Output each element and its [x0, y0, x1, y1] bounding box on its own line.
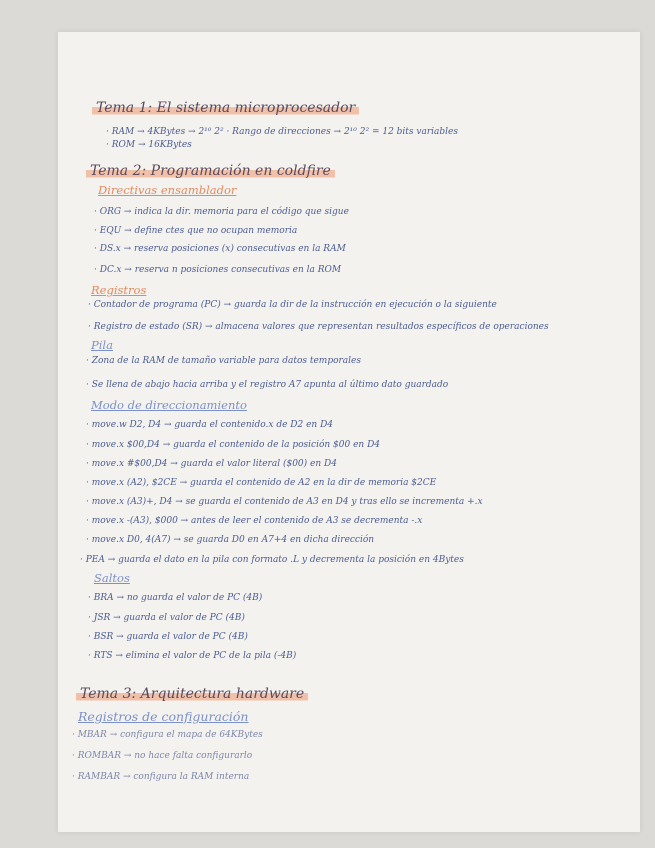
modo-item-6: · move.x -(A3), $000 → antes de leer el contenido de A3 se decrementa -.x [86, 516, 423, 526]
saltos-heading: Saltos [94, 571, 130, 585]
directivas-heading: Directivas ensamblador [98, 183, 237, 197]
config-item-rambar: · RAMBAR → configura la RAM interna [72, 772, 250, 782]
modo-item-pea: · PEA → guarda el dato en la pila con formato .L y decrementa la posición en 4Bytes [80, 555, 464, 565]
directivas-item-dc: · DC.x → reserva n posiciones consecutivas en la ROM [94, 265, 342, 275]
registros-heading: Registros [91, 283, 147, 297]
modo-item-4: · move.x (A2), $2CE → guarda el contenido de A2 en la dir de memoria $2CE [86, 478, 437, 488]
registros-item-pc: · Contador de programa (PC) → guarda la dir de la instrucción en ejecución o la siguiente [88, 300, 497, 310]
tema2-title: Tema 2: Programación en coldfire [86, 163, 335, 179]
modo-item-3: · move.x #$00,D4 → guarda el valor literal ($00) en D4 [86, 459, 337, 469]
modo-item-7: · move.x D0, 4(A7) → se guarda D0 en A7+4 en dicha dirección [86, 535, 375, 545]
directivas-item-ds: · DS.x → reserva posiciones (x) consecutivas en la RAM [94, 244, 346, 254]
config-item-mbar: · MBAR → configura el mapa de 64KBytes [72, 730, 263, 740]
modo-item-1: · move.w D2, D4 → guarda el contenido.x de D2 en D4 [86, 420, 334, 430]
saltos-item-bra: · BRA → no guarda el valor de PC (4B) [88, 593, 263, 603]
directivas-item-equ: · EQU → define ctes que no ocupan memoria [94, 226, 298, 236]
saltos-item-rts: · RTS → elimina el valor de PC de la pila (-4B) [88, 651, 297, 661]
modo-heading: Modo de direccionamiento [91, 398, 247, 412]
pila-heading: Pila [91, 338, 113, 352]
modo-item-5: · move.x (A3)+, D4 → se guarda el contenido de A3 en D4 y tras ello se incrementa +.x [86, 497, 483, 507]
tema1-title: Tema 1: El sistema microprocesador [92, 100, 359, 116]
saltos-item-jsr: · JSR → guarda el valor de PC (4B) [88, 613, 245, 623]
config-item-rombar: · ROMBAR → no hace falta configurarlo [72, 751, 253, 761]
pila-item-zona: · Zona de la RAM de tamaño variable para datos temporales [86, 356, 361, 366]
registros-item-sr: · Registro de estado (SR) → almacena valores que representan resultados específicos de operaciones [88, 322, 549, 332]
tema1-item-rom: · ROM → 16KBytes [106, 140, 192, 150]
saltos-item-bsr: · BSR → guarda el valor de PC (4B) [88, 632, 248, 642]
config-heading: Registros de configuración [78, 709, 249, 724]
modo-item-2: · move.x $00,D4 → guarda el contenido de la posición $00 en D4 [86, 440, 381, 450]
directivas-item-org: · ORG → indica la dir. memoria para el código que sigue [94, 207, 349, 217]
tema1-item-ram: · RAM → 4KBytes → 2¹⁰ 2² · Rango de direcciones → 2¹⁰ 2² = 12 bits variables [106, 127, 458, 137]
tema3-title: Tema 3: Arquitectura hardware [76, 686, 308, 702]
pila-item-llena: · Se llena de abajo hacia arriba y el registro A7 apunta al último dato guardado [86, 380, 449, 390]
